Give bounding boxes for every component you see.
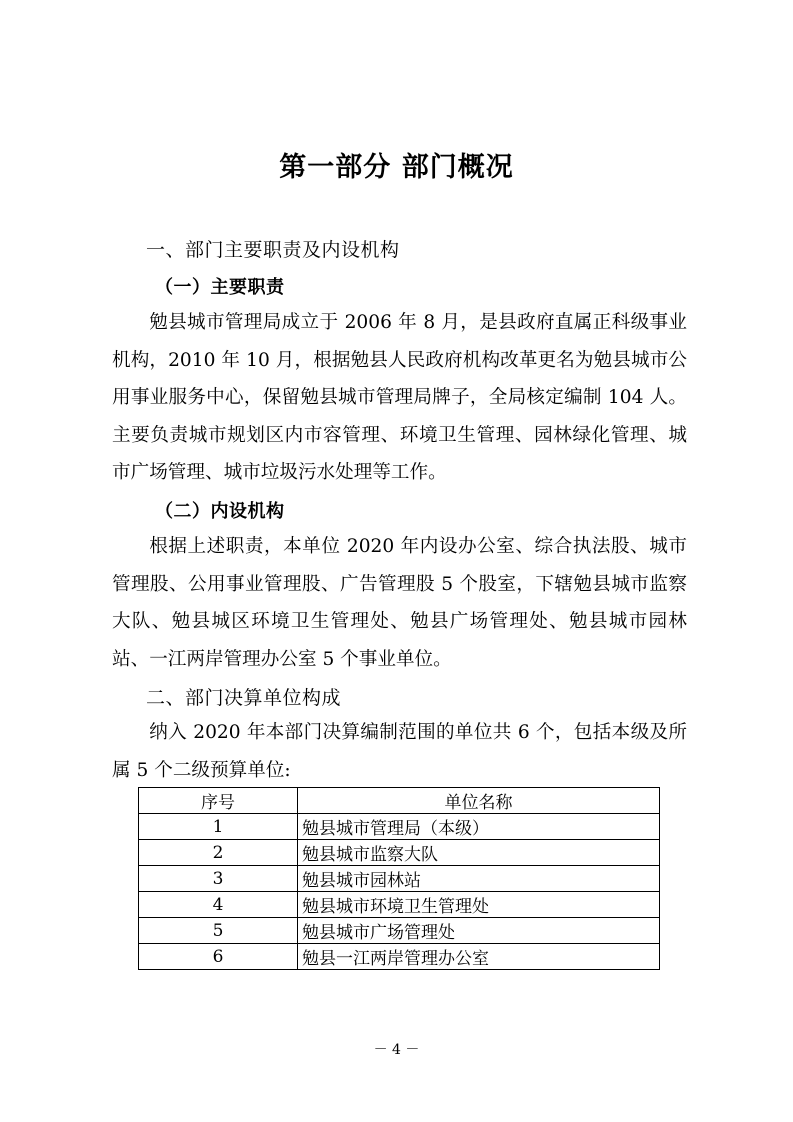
subsection-heading-main-duties: （一）主要职责: [155, 277, 285, 298]
table-row: [139, 918, 660, 944]
unit-name-cell: 勉县城市管理局（本级）: [298, 814, 660, 840]
main-duties-paragraph: 勉县城市管理局成立于 2006 年 8 月，是县政府直属正科级事业机构，2010 年 10 月，根据勉县人民政府机构改革更名为勉县城市公用事业服务中心，保留勉县城市管理局牌子，全局核定编制 104 人。主要负责城市规划区内市容管理、环境卫生管理、园林绿化管理、城市广场管理、城市垃圾污水处理等工作。: [112, 312, 687, 483]
unit-name-cell: 勉县城市广场管理处: [298, 918, 660, 944]
table-row: [139, 814, 660, 840]
unit-name-cell: 勉县城市环境卫生管理处: [298, 892, 660, 918]
row-index-cell: 2: [139, 840, 298, 866]
column-header-index: 序号: [139, 788, 298, 814]
page-title: 第一部分 部门概况: [279, 152, 514, 183]
column-header-unit-name: 单位名称: [298, 788, 660, 814]
table-header-row: [139, 788, 660, 814]
unit-name-cell: 勉县一江两岸管理办公室: [298, 944, 660, 970]
page-number: － 4 －: [373, 1042, 420, 1058]
row-index-cell: 6: [139, 944, 298, 970]
table-row: [139, 866, 660, 892]
internal-units-paragraph-block: [112, 528, 687, 678]
budget-units-paragraph: 纳入 2020 年本部门决算编制范围的单位共 6 个，包括本级及所属 5 个二级预算单位:: [112, 722, 687, 781]
row-index-cell: 3: [139, 866, 298, 892]
subsection-heading-internal-units: （二）内设机构: [155, 501, 285, 522]
row-index-cell: 4: [139, 892, 298, 918]
internal-units-paragraph: 根据上述职责，本单位 2020 年内设办公室、综合执法股、城市管理股、公用事业管理股、广告管理股 5 个股室，下辖勉县城市监察大队、勉县城区环境卫生管理处、勉县广场管理处、勉县城市园林站、一江两岸管理办公室 5 个事业单位。: [112, 536, 687, 670]
section-heading-budget-units: 二、部门决算单位构成: [146, 687, 342, 709]
budget-units-paragraph-block: [112, 714, 687, 789]
main-duties-paragraph-block: [112, 304, 687, 492]
budget-units-table: [138, 787, 660, 970]
table-row: [139, 944, 660, 970]
row-index-cell: 5: [139, 918, 298, 944]
unit-name-cell: 勉县城市园林站: [298, 866, 660, 892]
section-heading-duties: 一、部门主要职责及内设机构: [146, 239, 400, 261]
row-index-cell: 1: [139, 814, 298, 840]
table-row: [139, 892, 660, 918]
table-row: [139, 840, 660, 866]
unit-name-cell: 勉县城市监察大队: [298, 840, 660, 866]
